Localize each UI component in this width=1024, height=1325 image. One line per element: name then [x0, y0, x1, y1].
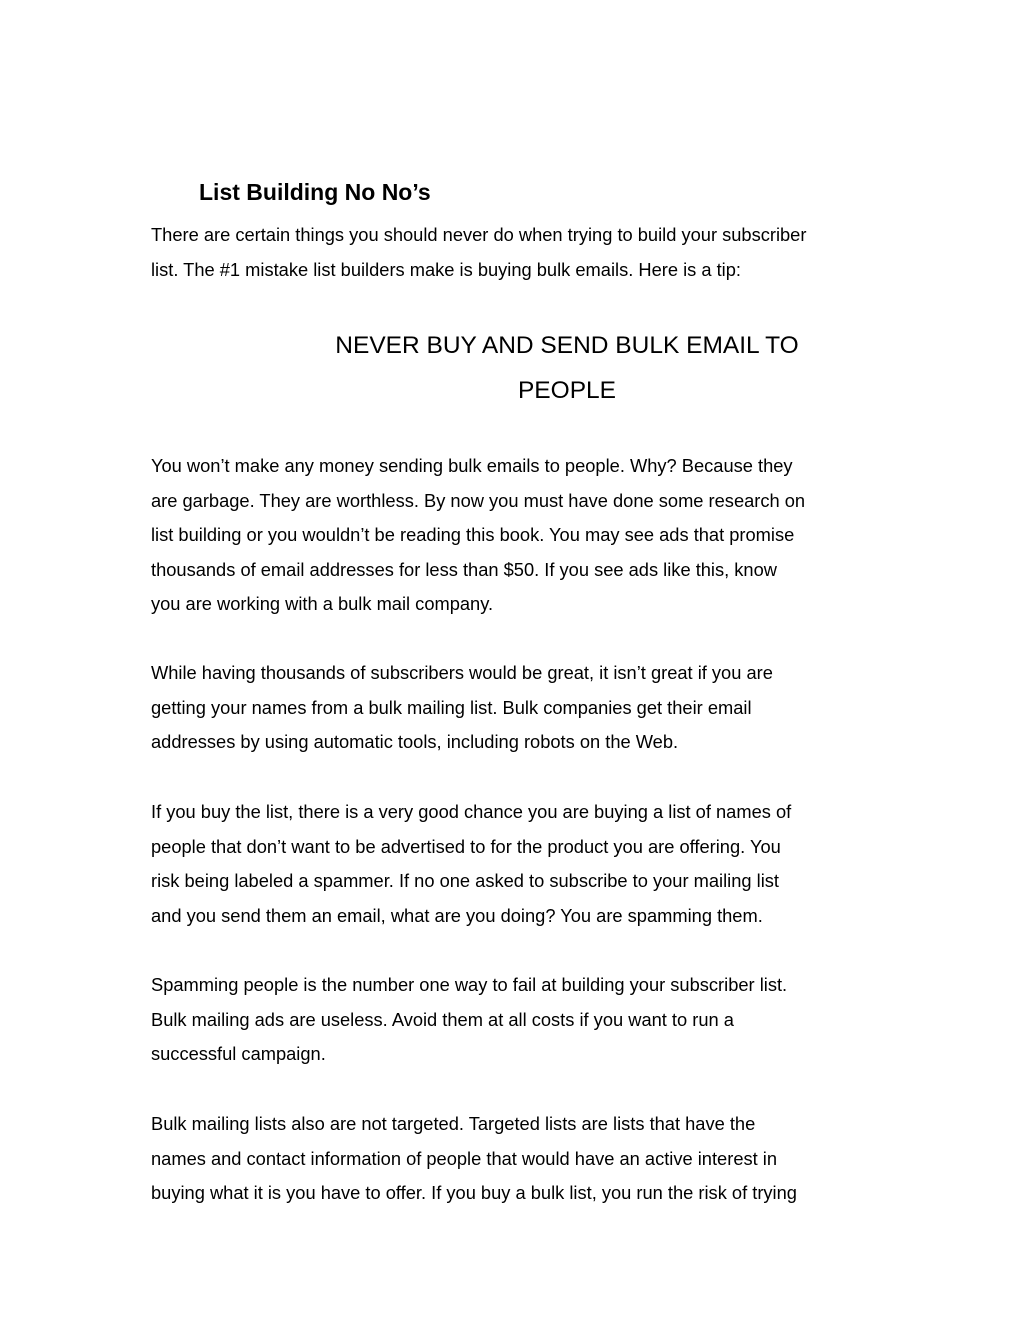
callout-text: NEVER BUY AND SEND BULK EMAIL TO PEOPLE: [335, 332, 799, 404]
intro-paragraph: There are certain things you should never do when trying to build your subscriber list. The #1 mistake list builders make is buying bulk emails. Here is a tip:: [151, 224, 807, 280]
body-paragraph: Bulk mailing lists also are not targeted. Targeted lists are lists that have the names and contact information of people that would have an active interest in buying what it is you have to offer. If you buy a bulk list, you run the risk of trying: [151, 1113, 797, 1204]
section-heading: List Building No No’s: [199, 179, 431, 205]
body-paragraph: If you buy the list, there is a very good chance you are buying a list of names of people that don’t want to be advertised to for the product you are offering. You risk being labeled a spammer. If no one asked to subscribe to your mailing list and you send them an email, what are you doing? You are spamming them.: [151, 801, 792, 926]
body-paragraph: Spamming people is the number one way to fail at building your subscriber list. Bulk mailing ads are useless. Avoid them at all costs if you want to run a successful campaign.: [151, 974, 788, 1065]
body-paragraph: You won’t make any money sending bulk emails to people. Why? Because they are garbage. They are worthless. By now you must have done some research on list building or you wouldn’t be reading this book. You may see ads that promise thousands of email addresses for less than $50. If you see ads like this, know you are working with a bulk mail company.: [151, 455, 806, 615]
body-paragraph: While having thousands of subscribers would be great, it isn’t great if you are getting your names from a bulk mailing list. Bulk companies get their email addresses by using automatic tools, including robots on the Web.: [151, 662, 773, 753]
